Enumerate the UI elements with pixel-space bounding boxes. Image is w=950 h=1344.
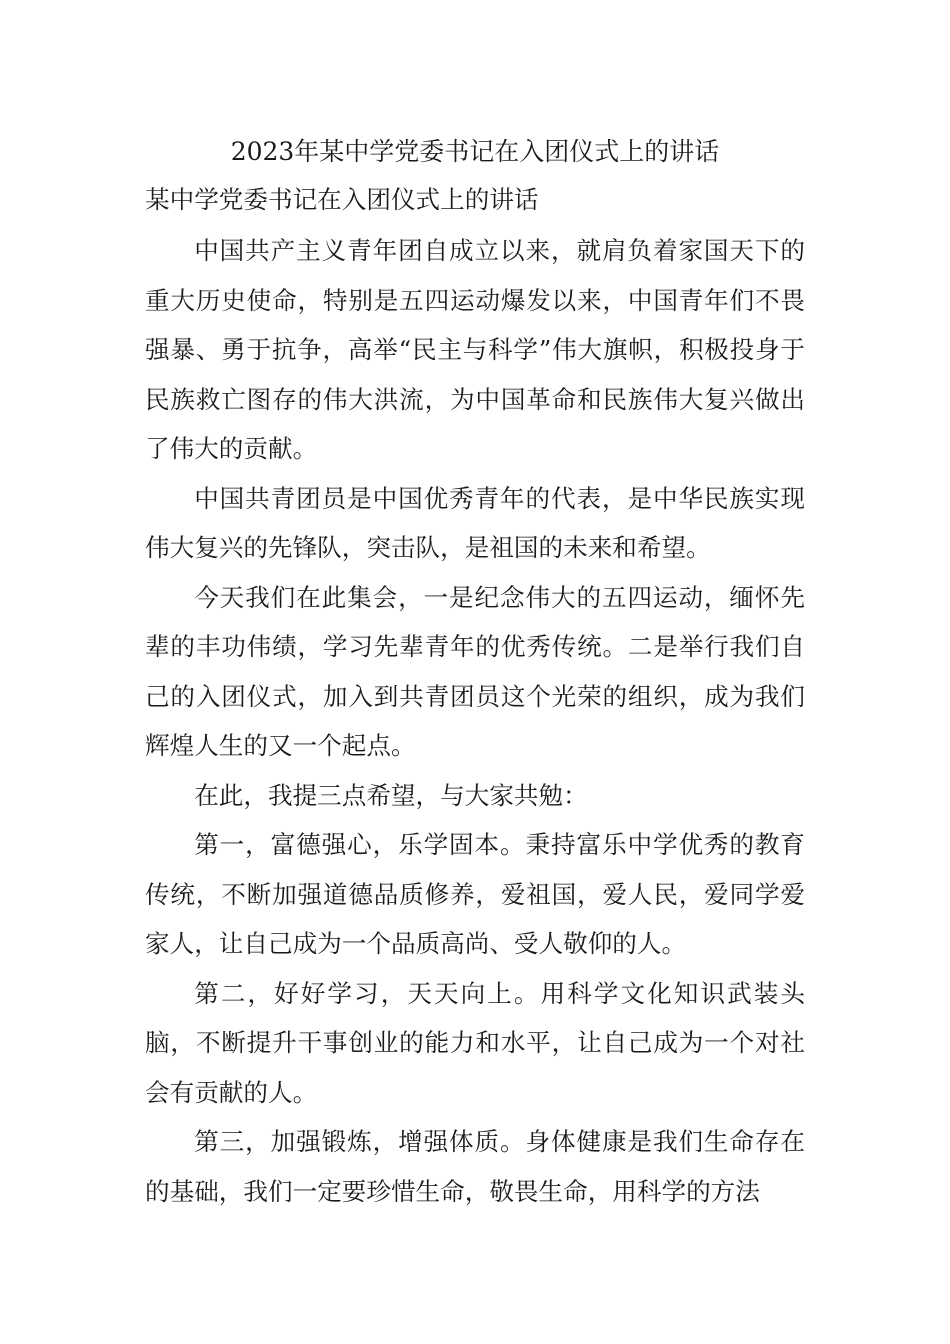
paragraph-3: 今天我们在此集会，一是纪念伟大的五四运动，缅怀先辈的丰功伟绩，学习先辈青年的优秀传统。二是举行我们自己的入团仪式，加入到共青团员这个光荣的组织，成为我们辉煌人生的又一个起点。 bbox=[145, 582, 805, 760]
document-title: 2023年某中学党委书记在入团仪式上的讲话 bbox=[230, 137, 720, 166]
paragraph-2: 中国共青团员是中国优秀青年的代表，是中华民族实现伟大复兴的先锋队，突击队，是祖国的未来和希望。 bbox=[145, 483, 805, 562]
paragraph-7: 第三，加强锻炼，增强体质。身体健康是我们生命存在的基础，我们一定要珍惜生命，敬畏生命，用科学的方法 bbox=[145, 1127, 805, 1206]
paragraph-4: 在此，我提三点希望，与大家共勉： bbox=[194, 780, 588, 810]
paragraph-6: 第二，好好学习，天天向上。用科学文化知识武装头脑，不断提升干事创业的能力和水平，让自己成为一个对社会有贡献的人。 bbox=[145, 978, 805, 1107]
paragraph-1: 中国共产主义青年团自成立以来，就肩负着家国天下的重大历史使命，特别是五四运动爆发以来，中国青年们不畏强暴、勇于抗争，高举“民主与科学”伟大旗帜，积极投身于民族救亡图存的伟大洪流，为中国革命和民族伟大复兴做出了伟大的贡献。 bbox=[145, 236, 805, 463]
paragraph-5: 第一，富德强心，乐学固本。秉持富乐中学优秀的教育传统，不断加强道德品质修养，爱祖国，爱人民，爱同学爱家人，让自己成为一个品质高尚、受人敬仰的人。 bbox=[145, 830, 805, 958]
document-body bbox=[145, 226, 805, 1216]
document-subtitle: 某中学党委书记在入团仪式上的讲话 bbox=[145, 185, 539, 214]
